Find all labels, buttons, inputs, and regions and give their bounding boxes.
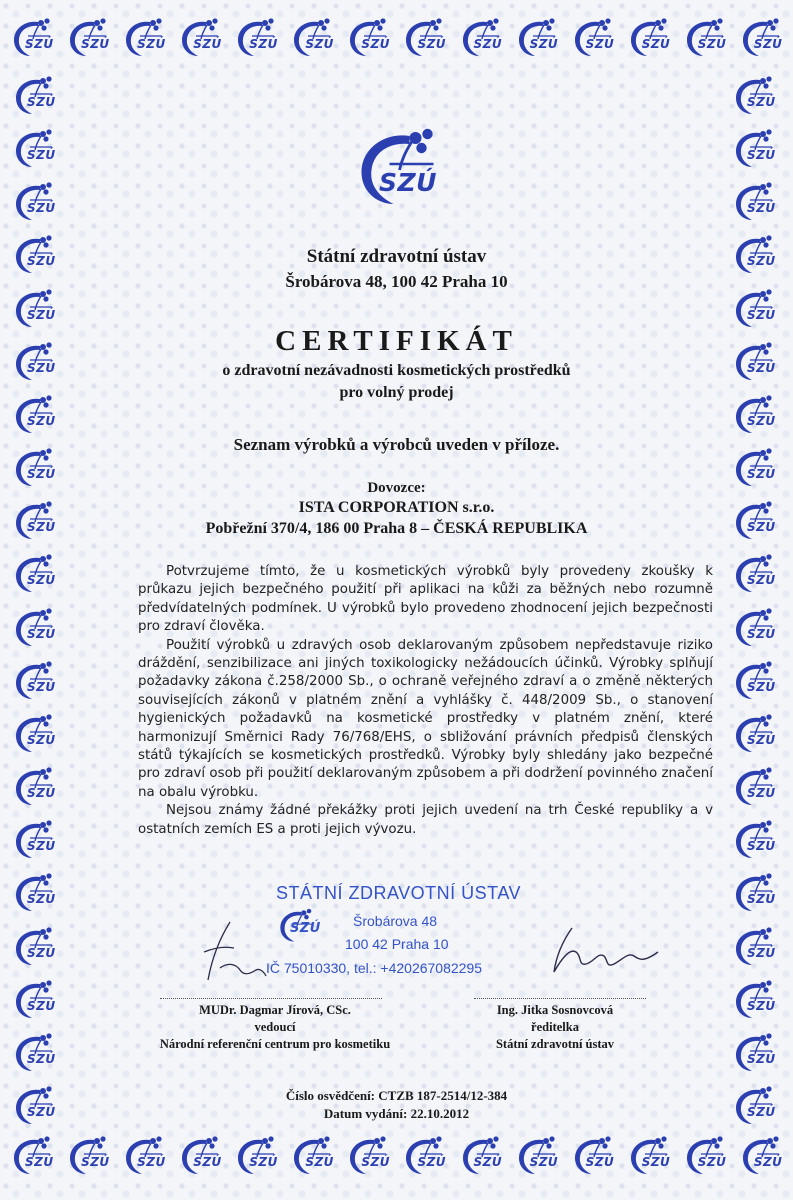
signature-line-right [474,998,646,999]
szu-border-logo-icon [176,14,224,60]
szu-border-logo-icon [10,231,58,277]
szu-logo-text: SZÚ [417,1155,447,1169]
szu-border-logo-icon [730,604,778,650]
certificate-title: CERTIFIKÁT [275,325,518,357]
szu-border-logo-icon [730,763,778,809]
szu-logo-text: SZÚ [747,892,776,907]
szu-border-logo-icon [737,14,785,60]
szu-border-logo-icon [344,1132,392,1178]
szu-border-logo-icon [64,1132,112,1178]
szu-border-logo-icon [288,14,336,60]
szu-border-logo-icon [64,14,112,60]
szu-border-logo-icon [730,231,778,277]
szu-border-logo-icon [730,178,778,224]
szu-border-logo-icon [625,1132,673,1178]
stamp-street: Šrobárova 48 [353,913,438,929]
szu-border-logo-icon [10,657,58,703]
szu-logo-text: SZÚ [305,1155,334,1169]
szu-logo-text: SZÚ [249,1155,278,1169]
szu-logo-text: SZÚ [747,467,776,482]
szu-border-logo-icon [8,1132,56,1178]
szu-logo-text: SZÚ [305,37,334,51]
szu-border-logo-icon [730,976,778,1022]
institute-address: Šrobárova 48, 100 42 Praha 10 [285,272,508,291]
stamp-city: 100 42 Praha 10 [345,936,449,952]
szu-border-logo-icon [730,444,778,490]
szu-logo-text: SZÚ [27,1051,56,1066]
szu-border-logo-icon [10,444,58,490]
stamp-szu-logo [268,905,324,945]
szu-logo-text: SZÚ [641,37,671,51]
szu-border-logo-icon [344,14,392,60]
szu-border-logo-icon [730,72,778,118]
szu-logo-text: SZÚ [27,945,56,960]
szu-logo-text: SZÚ [529,1155,559,1169]
szu-logo-large [345,120,450,212]
szu-logo-text: SZÚ [27,360,56,375]
szu-border-logo-icon [730,923,778,969]
szu-border-logo-icon [232,1132,280,1178]
signatory-left-role: vedoucí [254,1020,296,1034]
szu-logo-text: SZÚ [81,37,110,51]
szu-border-logo-icon [10,125,58,171]
szu-border-logo-icon [730,869,778,915]
szu-logo-text: SZÚ [747,201,776,216]
szu-border-logo-icon [10,285,58,331]
szu-logo-text: SZÚ [27,413,56,428]
logo-border-left [10,72,62,1128]
body-paragraph-1: Potvrzujeme tímto, že u kosmetických výrobků byly provedeny zkoušky k průkazu jejich bezpečného použití při aplikaci na kůži za běžných nebo rozumně předvídatelných podmínek. U výrobků bylo provedeno zhodnocení jejich bezpečnosti pro zdraví člověka. [138,564,713,635]
szu-border-logo-icon [10,816,58,862]
signatory-right-unit: Státní zdravotní ústav [495,1037,615,1051]
szu-border-logo-icon [10,710,58,756]
szu-logo-text: SZÚ [747,679,776,694]
signatory-right-name: Ing. Jitka Sosnovcová [496,1003,614,1017]
szu-logo-text: SZÚ [529,37,559,51]
szu-logo-text: SZÚ [747,839,776,854]
signatory-right-role: ředitelka [531,1020,579,1034]
szu-logo-text: SZÚ [747,148,776,163]
szu-logo-text: SZÚ [747,945,776,960]
szu-logo-text: SZÚ [361,1155,390,1169]
szu-border-logo-icon [569,14,617,60]
szu-border-logo-icon [730,285,778,331]
szu-border-logo-icon [288,1132,336,1178]
szu-logo-text: SZÚ [27,307,56,322]
szu-logo-text: SZÚ [249,37,278,51]
szu-logo-text: SZÚ [747,626,776,641]
szu-border-logo-icon [513,1132,561,1178]
szu-border-logo-icon [730,125,778,171]
szu-border-logo-icon [10,72,58,118]
szu-logo-text: SZÚ [27,839,56,854]
szu-logo-text: SZÚ [27,520,56,535]
szu-logo-text: SZÚ [585,37,615,51]
szu-border-logo-icon [730,657,778,703]
szu-border-logo-icon [730,550,778,596]
szu-logo-text: SZÚ [137,1155,166,1169]
szu-logo-text: SZÚ [697,1155,727,1169]
szu-border-logo-icon [10,976,58,1022]
szu-border-logo-icon [513,14,561,60]
szu-logo-text: SZÚ [747,307,776,322]
szu-border-logo-icon [10,1082,58,1128]
szu-border-logo-icon [737,1132,785,1178]
szu-border-logo-icon [10,550,58,596]
official-stamp [258,883,558,983]
stamp-ic-phone: IČ 75010330, tel.: +420267082295 [266,960,483,976]
szu-logo-text: SZÚ [753,37,783,51]
szu-border-logo-icon [120,14,168,60]
signatory-right [440,1002,670,1053]
szu-border-logo-icon [10,763,58,809]
szu-logo-text: SZÚ [753,1155,783,1169]
signatory-left [120,1002,430,1053]
szu-logo-text: SZÚ [27,1104,56,1119]
szu-logo-text: SZÚ [747,254,776,269]
szu-border-logo-icon [730,816,778,862]
szu-logo-text: SZÚ [27,573,56,588]
szu-logo-text: SZÚ [137,37,166,51]
logo-border-right [730,72,782,1128]
signature-right [542,922,662,978]
szu-border-logo-icon [730,497,778,543]
szu-logo-text: SZÚ [747,1104,776,1119]
szu-border-logo-icon [400,1132,448,1178]
szu-logo-text: SZÚ [747,360,776,375]
szu-border-logo-icon [10,923,58,969]
logo-border-top [8,14,785,64]
szu-logo-text: SZÚ [27,95,56,109]
signatory-left-name: MUDr. Dagmar Jírová, CSc. [199,1003,351,1017]
szu-border-logo-icon [10,391,58,437]
certificate-number: Číslo osvědčení: CTZB 187-2514/12-384 [285,1088,508,1103]
szu-logo-text: SZÚ [473,1155,503,1169]
importer-label: Dovozce: [367,480,426,496]
certificate-subtitle-line2: pro volný prodej [339,384,454,401]
szu-border-logo-icon [232,14,280,60]
szu-logo-text: SZÚ [473,37,503,51]
szu-border-logo-icon [457,1132,505,1178]
szu-border-logo-icon [730,1082,778,1128]
stamp-logo-text: SZÚ [290,921,321,936]
szu-logo-text: SZÚ [747,413,776,428]
szu-logo-text: SZÚ [747,520,776,535]
szu-logo-text: SZÚ [81,1155,110,1169]
szu-logo-text: SZÚ [747,1051,776,1066]
szu-border-logo-icon [10,178,58,224]
szu-logo-text: SZÚ [27,626,56,641]
institute-name: Státní zdravotní ústav [306,246,487,267]
szu-border-logo-icon [8,14,56,60]
szu-logo-text: SZÚ [193,1155,222,1169]
szu-border-logo-icon [625,14,673,60]
szu-logo-text: SZÚ [747,786,776,801]
importer-name: ISTA CORPORATION s.r.o. [298,499,495,516]
szu-border-logo-icon [681,1132,729,1178]
szu-logo-text: SZÚ [27,998,56,1013]
szu-border-logo-icon [681,14,729,60]
szu-border-logo-icon [120,1132,168,1178]
szu-logo-text: SZÚ [27,148,56,163]
szu-border-logo-icon [730,710,778,756]
szu-logo-text: SZÚ [27,467,56,482]
szu-logo-text: SZÚ [25,37,54,51]
szu-logo-text: SZÚ [747,732,776,747]
stamp-title: STÁTNÍ ZDRAVOTNÍ ÚSTAV [276,883,522,903]
certificate-body [138,563,713,839]
szu-border-logo-icon [10,869,58,915]
szu-logo-text: SZÚ [379,168,437,197]
szu-logo-text: SZÚ [585,1155,615,1169]
szu-logo-text: SZÚ [747,573,776,588]
szu-border-logo-icon [730,338,778,384]
szu-border-logo-icon [730,1029,778,1075]
szu-logo-text: SZÚ [25,1155,54,1169]
szu-logo-text: SZÚ [193,37,222,51]
szu-logo-text: SZÚ [27,254,56,269]
szu-logo-text: SZÚ [27,679,56,694]
signature-line-left [160,998,382,999]
szu-logo-text: SZÚ [27,892,56,907]
issue-date: Datum vydání: 22.10.2012 [323,1106,470,1121]
szu-border-logo-icon [10,497,58,543]
product-list-note: Seznam výrobků a výrobců uveden v příloze. [233,435,560,454]
logo-border-bottom [8,1132,785,1182]
szu-border-logo-icon [10,338,58,384]
szu-border-logo-icon [457,14,505,60]
szu-border-logo-icon [730,391,778,437]
szu-logo-text: SZÚ [641,1155,671,1169]
szu-logo-text: SZÚ [27,786,56,801]
szu-logo-text: SZÚ [27,732,56,747]
szu-logo-text: SZÚ [417,37,447,51]
szu-border-logo-icon [10,604,58,650]
szu-border-logo-icon [176,1132,224,1178]
szu-border-logo-icon [10,1029,58,1075]
signatory-left-unit: Národní referenční centrum pro kosmetiku [159,1037,391,1051]
szu-logo-text: SZÚ [747,95,776,109]
body-paragraph-2: Použití výrobků u zdravých osob deklarovaným způsobem nepředstavuje riziko dráždění, senzibilizace ani jiných toxikologicky nežádoucích účinků. Výrobky splňují požadavky zákona č.258/2000 Sb., o ochraně veřejného zdraví a o změně některých souvisejících zákonů v platném znění a vyhlášky č. 448/2009 Sb., o stanovení hygienických požadavků na kosmetické prostředky v platném znění, které harmonizují Směrnici Rady 76/768/EHS, o sbližování právních předpisů členských států týkajících se kosmetických prostředků. Výrobky byly shledány jako bezpečné pro zdraví osob při použití deklarovaným způsobem a při dodržení povinného značení na obalu výrobku. [138,637,713,800]
certificate-subtitle-line1: o zdravotní nezávadnosti kosmetických prostředků [222,362,571,379]
szu-logo-text: SZÚ [361,37,390,51]
szu-border-logo-icon [400,14,448,60]
szu-logo-text: SZÚ [747,998,776,1013]
szu-logo-text: SZÚ [697,37,727,51]
szu-logo-text: SZÚ [27,201,56,216]
body-paragraph-3: Nejsou známy žádné překážky proti jejich uvedení na trh České republiky a v ostatních zemích ES a proti jejich vývozu. [138,803,713,837]
importer-address: Pobřežní 370/4, 186 00 Praha 8 – ČESKÁ REPUBLIKA [205,520,588,537]
szu-border-logo-icon [569,1132,617,1178]
